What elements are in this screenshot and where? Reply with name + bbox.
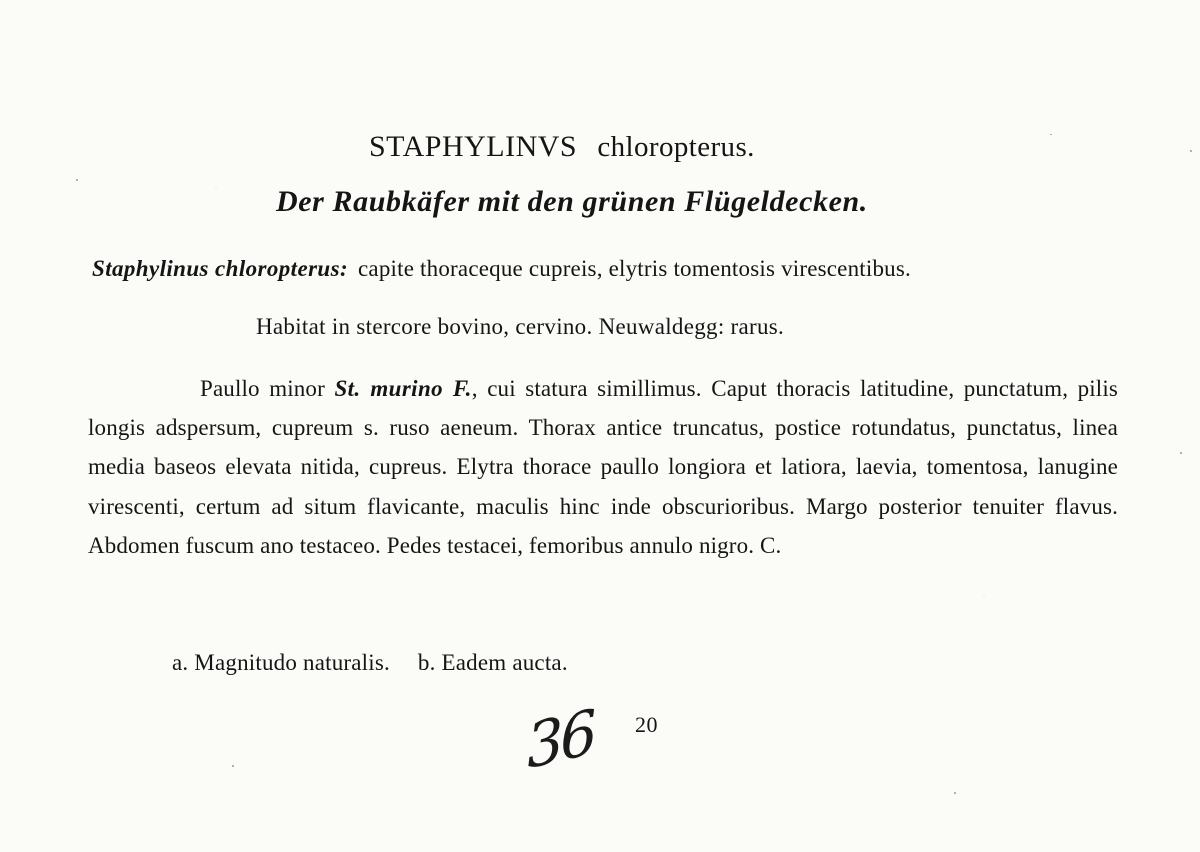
species-diagnosis [92, 256, 1122, 282]
page-title [369, 128, 839, 168]
comparison-species: St. murino F. [334, 376, 472, 401]
paper-speck [954, 792, 956, 794]
legend-enlarged: b. Eadem aucta. [417, 650, 568, 675]
paper-speck [76, 179, 78, 181]
diagnosis-name: Staphylinus chloropterus: [92, 256, 349, 281]
paper-speck [232, 765, 234, 767]
paper-speck [1190, 150, 1192, 152]
paper-speck [1050, 134, 1052, 135]
description-rest: , cui statura simillimus. Caput thoracis latitudine, punctatum, pilis longis adspersum, cupreum s. ruso aeneum. Thorax antice truncatus, postice rotundatus, punctatus, linea media baseos elevata nitida, cupreus. Elytra thorace paullo longiora et latiora, laevia, tomentosa, lanugine virescenti, certum ad situm flavicante, maculis hinc inde obscurioribus. Margo posterior tenuiter flavus. Abdomen fuscum ano testaceo. Pedes testacei, femoribus annulo nigro. C. [88, 376, 1118, 558]
description-start: Paullo minor [200, 376, 325, 401]
paper-speck [1180, 452, 1182, 454]
genus-title: STAPHYLINVS [369, 130, 578, 163]
legend-natural-size: a. Magnitudo naturalis. [172, 650, 390, 675]
figure-legend [172, 650, 712, 676]
handwritten-number: 36 [524, 697, 596, 784]
species-title: chloropterus. [597, 131, 755, 163]
german-title: Der Raubkäfer mit den grünen Flügeldecken. [276, 185, 868, 218]
diagnosis-text: capite thoraceque cupreis, elytris tomentosis virescentibus. [358, 256, 911, 281]
page-number: 20 [635, 712, 658, 737]
habitat-line: Habitat in stercore bovino, cervino. Neuwaldegg: rarus. [256, 314, 785, 339]
description-paragraph [88, 369, 1118, 565]
